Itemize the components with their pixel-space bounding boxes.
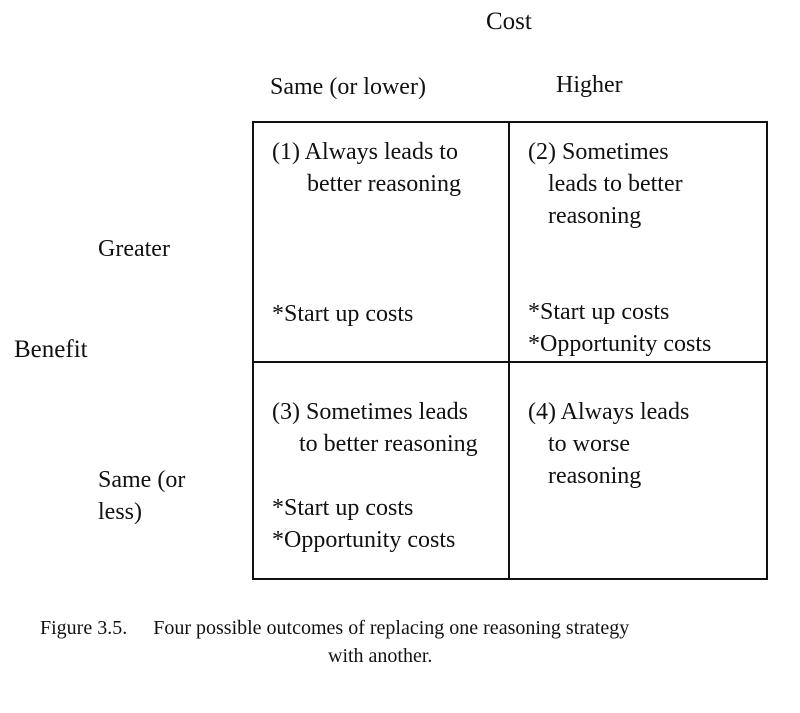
- cell-2-cost-opportunity: *Opportunity costs: [528, 331, 712, 357]
- figure-caption-line2: with another.: [328, 645, 433, 667]
- matrix-right-border: [766, 121, 768, 580]
- cell-3-title-line2: to better reasoning: [299, 431, 478, 457]
- cell-3-costs: [272, 492, 455, 556]
- column-header-higher: Higher: [556, 72, 623, 98]
- figure-caption-label: Figure 3.5.: [40, 617, 128, 639]
- matrix-bottom-border: [252, 578, 768, 580]
- matrix-vertical-divider: [508, 121, 510, 580]
- figure-caption-text-line1: Four possible outcomes of replacing one reasoning strategy: [153, 617, 630, 639]
- cell-1-costs: [272, 298, 413, 330]
- cell-1-cost-start-up: *Start up costs: [272, 301, 414, 327]
- cell-2-costs: [528, 296, 711, 360]
- matrix-horizontal-divider: [252, 361, 768, 363]
- matrix-top-border: [252, 121, 768, 123]
- cost-axis-title: Cost: [486, 8, 532, 35]
- cell-2-title-line1: (2) Sometimes: [528, 139, 669, 165]
- row-header-same-or-less: [98, 464, 185, 528]
- row-header-greater: Greater: [98, 236, 170, 262]
- row-header-same-or-less-line1: Same (or: [98, 467, 186, 493]
- row-header-same-or-less-line2: less): [98, 499, 142, 525]
- cell-4-title-line2: to worse: [548, 431, 630, 457]
- cell-1-title-line1: (1) Always leads to: [272, 139, 458, 165]
- cell-4-title-line1: (4) Always leads: [528, 399, 690, 425]
- cell-4-title: [528, 396, 689, 492]
- cell-3-title-line1: (3) Sometimes leads: [272, 399, 468, 425]
- benefit-axis-title: Benefit: [14, 336, 88, 363]
- matrix-left-border: [252, 121, 254, 580]
- cell-1-title-line2: better reasoning: [307, 171, 461, 197]
- cell-4-title-line3: reasoning: [548, 463, 642, 489]
- figure-caption-line1: [40, 614, 629, 642]
- cell-2-title-line2: leads to better: [548, 171, 683, 197]
- cell-1-title: [272, 136, 461, 200]
- cell-3-title: [272, 396, 478, 460]
- cell-2-cost-start-up: *Start up costs: [528, 299, 670, 325]
- cell-2-title: [528, 136, 683, 232]
- cell-3-cost-opportunity: *Opportunity costs: [272, 527, 456, 553]
- column-header-same-or-lower: Same (or lower): [270, 74, 426, 100]
- figure-caption: [40, 614, 629, 670]
- cell-3-cost-start-up: *Start up costs: [272, 495, 414, 521]
- cell-2-title-line3: reasoning: [548, 203, 642, 229]
